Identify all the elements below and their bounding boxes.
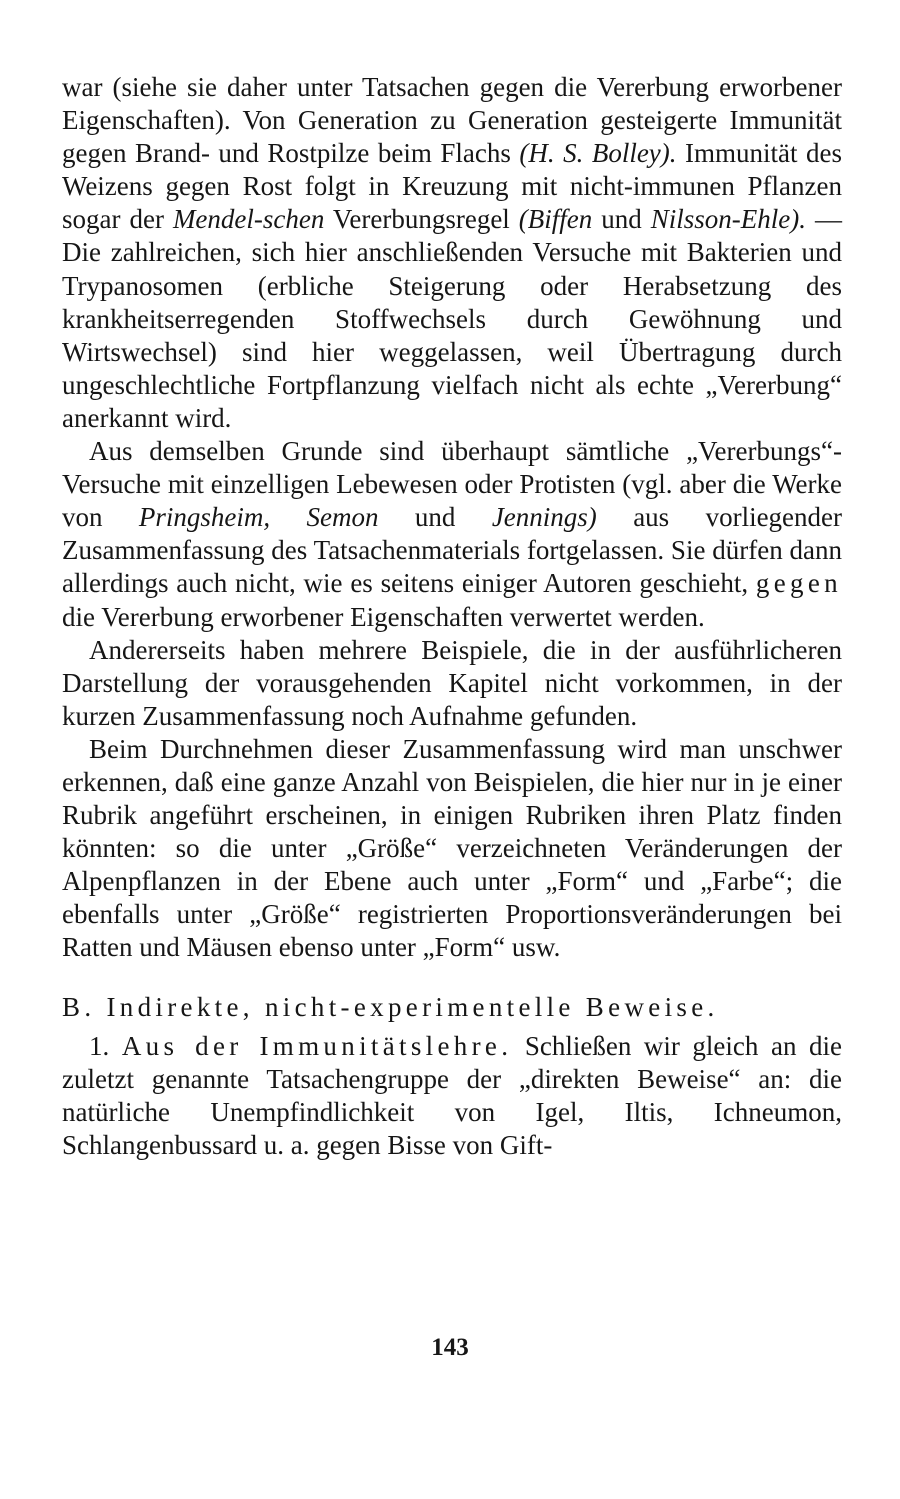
paragraph-3: Andererseits haben mehrere Beispiele, die in der ausführlicheren Darstellung der vorausgehenden Kapitel nicht vorkommen, in der kurzen Zusammenfassung noch Aufnahme gefunden.: [62, 634, 842, 731]
paragraph-4: Beim Durchnehmen dieser Zusammenfassung wird man unschwer erkennen, daß eine ganze Anzahl von Beispielen, die hier nur in je einer Rubrik angeführt erscheinen, in einigen Rubriken ihren Platz finden könnten: so die unter „Größe“ verzeichneten Veränderungen der Alpenpflanzen in der Ebene auch unter „Form“ und „Farbe“; die ebenfalls unter „Größe“ registrierten Proportionsveränderungen bei Ratten und Mäusen ebenso unter „Form“ usw.: [62, 733, 842, 963]
page-number: 143: [431, 1334, 469, 1361]
section-heading: B. Indirekte, nicht-experimentelle Beweise.: [62, 991, 719, 1022]
text-run: Aus demselben Grunde sind überhaupt sämtliche „Vererbungs“-Versuche mit einzelligen Lebewesen oder Protisten (vgl. aber die Werke von: [62, 436, 842, 533]
paragraph-2: [62, 435, 842, 634]
italic-name: Pringsheim, Semon: [138, 502, 379, 533]
italic-name: Jennings): [491, 502, 597, 533]
section-gap: [62, 965, 842, 991]
spaced-emphasis: gegen: [755, 568, 842, 599]
text-run: und: [378, 502, 492, 533]
italic-name: (Biffen: [518, 204, 593, 235]
text-run: Schließen wir gleich an die zuletzt genannte Tatsachengruppe der „direkten Beweise“ an: die natürliche Unempfindlichkeit von Igel, Iltis, Ichneumon, Schlangenbussard u. a. gegen Bisse von Gift-: [62, 1030, 842, 1160]
text-run: und: [592, 204, 651, 235]
text-run: Vererbungsregel: [324, 204, 519, 235]
italic-name: (H. S. Bolley).: [519, 138, 677, 169]
text-run: aus vorliegender Zusammenfassung des Tatsachenmaterials fortgelassen. Sie dürfen dann allerdings auch nicht, wie es seitens einiger Autoren geschieht,: [62, 502, 843, 599]
text-run: — Die zahlreichen, sich hier anschließenden Versuche mit Bakterien und Trypanosomen (erbliche Steigerung oder Herabsetzung des krankheitserregenden Stoffwechsels durch Gewöhnung und Wirtswechsel) sind hier weggelassen, weil Übertragung durch ungeschlechtliche Fortpflanzung vielfach nicht als echte „Vererbung“ anerkannt wird.: [62, 204, 843, 433]
paragraph-5: [62, 1030, 842, 1162]
text-run: war (siehe sie daher unter Tatsachen gegen die Vererbung erworbener Eigenschaften). Von Generation zu Generation gesteigerte Immunität gegen Brand- und Rostpilze beim Flachs: [62, 72, 842, 169]
italic-name: Mendel-schen: [172, 204, 325, 235]
paragraph-1: [62, 71, 842, 435]
text-run: die Vererbung erworbener Eigenschaften verwertet werden.: [62, 601, 705, 632]
spaced-emphasis: Aus der Immunitätslehre.: [121, 1030, 513, 1061]
section-number: 1.: [89, 1030, 122, 1061]
text-run: Immunität des Weizens gegen Rost folgt in Kreuzung mit nicht-immunen Pflanzen sogar der: [62, 138, 842, 235]
italic-name: Nilsson-Ehle).: [650, 204, 807, 235]
body-text: [62, 71, 842, 1162]
